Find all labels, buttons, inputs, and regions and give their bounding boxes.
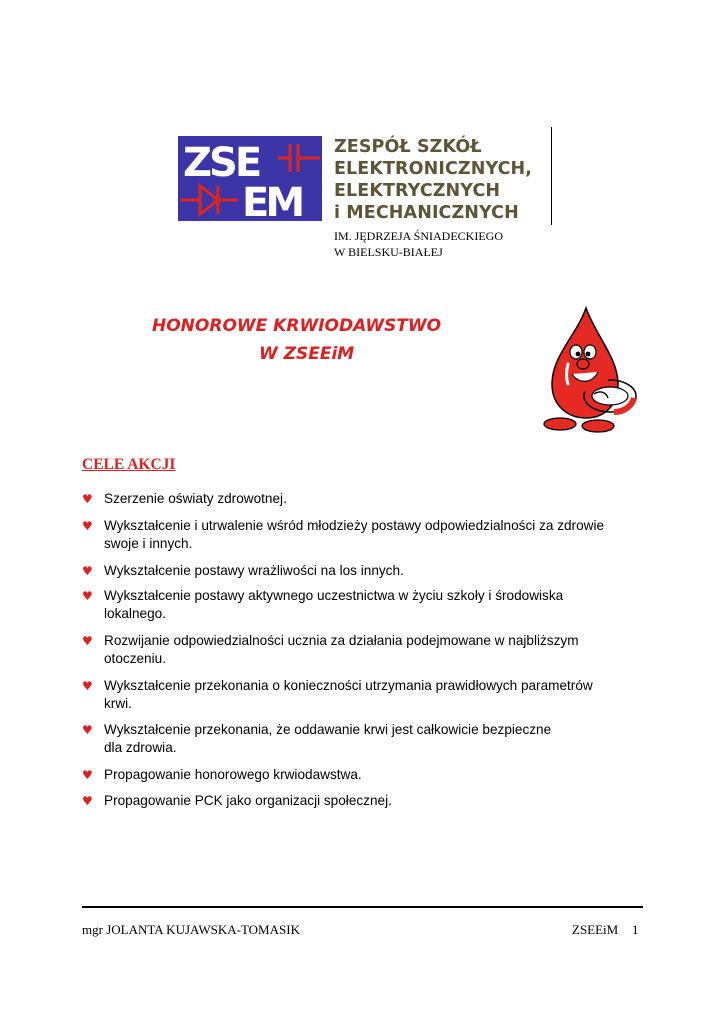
heart-icon: ♥ (82, 679, 93, 693)
footer-divider (82, 906, 643, 908)
list-item-text: Rozwijanie odpowiedzialności ucznia za działania podejmowane w najbliższym otoczeniu. (104, 633, 579, 666)
goals-list (82, 0, 662, 1024)
list-item-text: Propagowanie PCK jako organizacji społecznej. (104, 793, 392, 808)
school-name-line: ELEKTRYCZNYCH (334, 181, 501, 201)
list-item-text: Propagowanie honorowego krwiodawstwa. (104, 767, 362, 782)
list-item-text: Wykształcenie postawy aktywnego uczestnictwa w życiu szkoły i środowiska lokalnego. (104, 588, 564, 621)
heart-icon: ♥ (82, 492, 93, 506)
heart-icon: ♥ (82, 564, 93, 578)
list-item-text: Wykształcenie przekonania o konieczności utrzymania prawidłowych parametrów krwi. (104, 678, 593, 711)
patron-line: W BIELSKU-BIAŁEJ (334, 245, 443, 259)
page-title: HONOROWE KRWIODAWSTWO (152, 316, 442, 336)
heart-icon: ♥ (82, 589, 93, 603)
list-item-text: Wykształcenie postawy wrażliwości na los innych. (104, 563, 404, 578)
heart-icon: ♥ (82, 519, 93, 533)
list-item-text: Wykształcenie i utrwalenie wśród młodzieży postawy odpowiedzialności za zdrowie swoje i innych. (104, 518, 605, 551)
list-item (82, 792, 652, 810)
list-item (82, 766, 652, 784)
school-name-line: ZESPÓŁ SZKÓŁ (334, 137, 482, 157)
footer-school: ZSEEiM (572, 922, 619, 937)
heart-icon: ♥ (82, 634, 93, 648)
list-item (82, 632, 652, 668)
school-name-line: ELEKTRONICZNYCH, (334, 159, 533, 179)
list-item (82, 562, 652, 580)
list-item (82, 721, 652, 757)
list-item-text: Szerzenie oświaty zdrowotnej. (104, 491, 287, 506)
logo-mark-top: ZSE (183, 140, 260, 186)
heart-icon: ♥ (82, 723, 93, 737)
goals-heading: CELE AKCJI (82, 456, 176, 473)
heart-icon: ♥ (82, 768, 93, 782)
heart-icon: ♥ (82, 794, 93, 808)
list-item-text: Wykształcenie przekonania, że oddawanie krwi jest całkowicie bezpieczne dla zdrowia. (104, 722, 552, 755)
list-item (82, 490, 652, 508)
footer-author: mgr JOLANTA KUJAWSKA-TOMASIK (82, 922, 300, 937)
logo-mark-bottom: EM (242, 180, 302, 221)
school-name-line: i MECHANICZNYCH (334, 203, 519, 223)
page-subtitle: W ZSEEiM (259, 344, 355, 364)
list-item (82, 587, 652, 623)
page-number: 1 (632, 922, 639, 937)
list-item (82, 677, 652, 713)
patron-line: IM. JĘDRZEJA ŚNIADECKIEGO (334, 229, 503, 243)
list-item (82, 517, 652, 553)
